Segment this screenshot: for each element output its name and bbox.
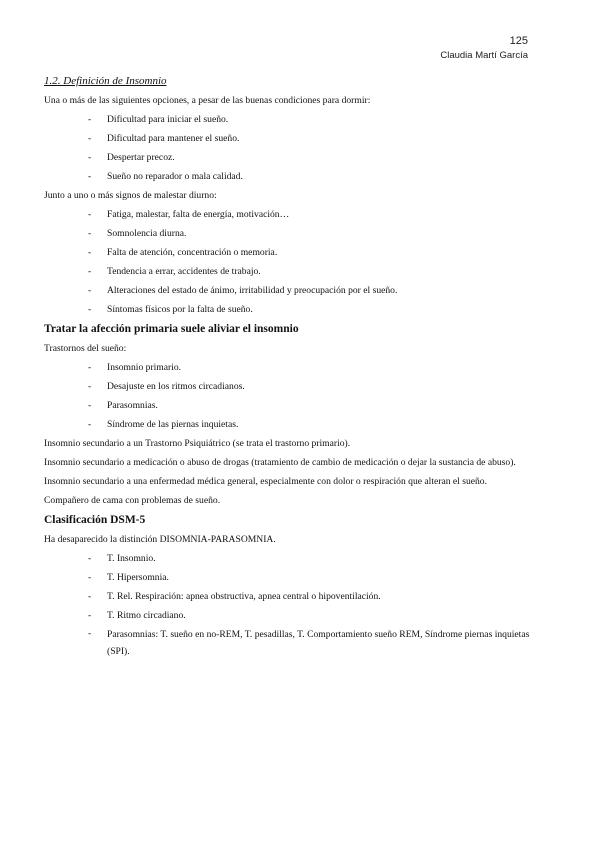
secondary-medical: Insomnio secundario a una enfermedad médica general, especialmente con dolor o respiración que alteran el sueño.: [44, 476, 487, 487]
dash-marker: -: [88, 247, 92, 258]
disorders-list: [44, 358, 532, 434]
daytime-intro: Junto a uno o más signos de malestar diurno:: [44, 190, 217, 201]
disorders-intro: Trastornos del sueño:: [44, 343, 127, 354]
document-body: [44, 72, 532, 661]
list-item: - T. Insomnio.: [44, 549, 532, 568]
dash-marker: -: [88, 628, 92, 639]
dash-marker: -: [88, 285, 92, 296]
dash-marker: -: [88, 381, 92, 392]
dash-marker: -: [88, 133, 92, 144]
dash-marker: -: [88, 610, 92, 621]
list-item: - Dificultad para mantener el sueño.: [44, 129, 532, 148]
dash-marker: -: [88, 400, 92, 411]
daytime-signs-list: [44, 205, 532, 319]
dash-marker: -: [88, 304, 92, 315]
dash-marker: -: [88, 114, 92, 125]
section-title-dsm5: Clasificación DSM-5: [44, 514, 146, 526]
section-title-tratar: Tratar la afección primaria suele aliviar el insomnio: [44, 323, 299, 335]
dash-marker: -: [88, 419, 92, 430]
list-item: - Tendencia a errar, accidentes de trabajo.: [44, 262, 532, 281]
author-name: Claudia Martí García: [440, 50, 528, 61]
dash-marker: -: [88, 553, 92, 564]
dsm5-intro: Ha desaparecido la distinción DISOMNIA-PARASOMNIA.: [44, 534, 276, 545]
section-title-definicion: 1.2. Definición de Insomnio: [44, 75, 167, 87]
list-item: - Sueño no reparador o mala calidad.: [44, 167, 532, 186]
list-item: - T. Ritmo circadiano.: [44, 606, 532, 625]
list-item: - Síntomas físicos por la falta de sueño.: [44, 300, 532, 319]
dash-marker: -: [88, 362, 92, 373]
list-item: - Insomnio primario.: [44, 358, 532, 377]
dsm5-list: [44, 549, 532, 661]
dash-marker: -: [88, 591, 92, 602]
list-item: - Falta de atención, concentración o memoria.: [44, 243, 532, 262]
list-item: - T. Hipersomnia.: [44, 568, 532, 587]
list-item: - Parasomnias: T. sueño en no-REM, T. pesadillas, T. Comportamiento sueño REM, Síndrome piernas inquietas (SPI).: [44, 625, 532, 661]
page-number: 125: [509, 35, 528, 47]
list-item: - Fatiga, malestar, falta de energía, motivación…: [44, 205, 532, 224]
list-item: - Somnolencia diurna.: [44, 224, 532, 243]
list-item: - Desajuste en los ritmos circadianos.: [44, 377, 532, 396]
definition-intro: Una o más de las siguientes opciones, a pesar de las buenas condiciones para dormir:: [44, 95, 371, 106]
list-item: - Alteraciones del estado de ánimo, irritabilidad y preocupación por el sueño.: [44, 281, 532, 300]
list-item: - Despertar precoz.: [44, 148, 532, 167]
dash-marker: -: [88, 209, 92, 220]
dash-marker: -: [88, 266, 92, 277]
secondary-medication: Insomnio secundario a medicación o abuso de drogas (tratamiento de cambio de medicación o dejar la sustancia de abuso).: [44, 457, 516, 468]
dash-marker: -: [88, 228, 92, 239]
list-item: - Parasomnias.: [44, 396, 532, 415]
dash-marker: -: [88, 572, 92, 583]
list-item: - Dificultad para iniciar el sueño.: [44, 110, 532, 129]
list-item: - Síndrome de las piernas inquietas.: [44, 415, 532, 434]
options-list: [44, 110, 532, 186]
list-item: - T. Rel. Respiración: apnea obstructiva, apnea central o hipoventilación.: [44, 587, 532, 606]
dash-marker: -: [88, 171, 92, 182]
dash-marker: -: [88, 152, 92, 163]
bed-partner: Compañero de cama con problemas de sueño.: [44, 495, 221, 506]
secondary-psychiatric: Insomnio secundario a un Trastorno Psiquiátrico (se trata el trastorno primario).: [44, 438, 351, 449]
